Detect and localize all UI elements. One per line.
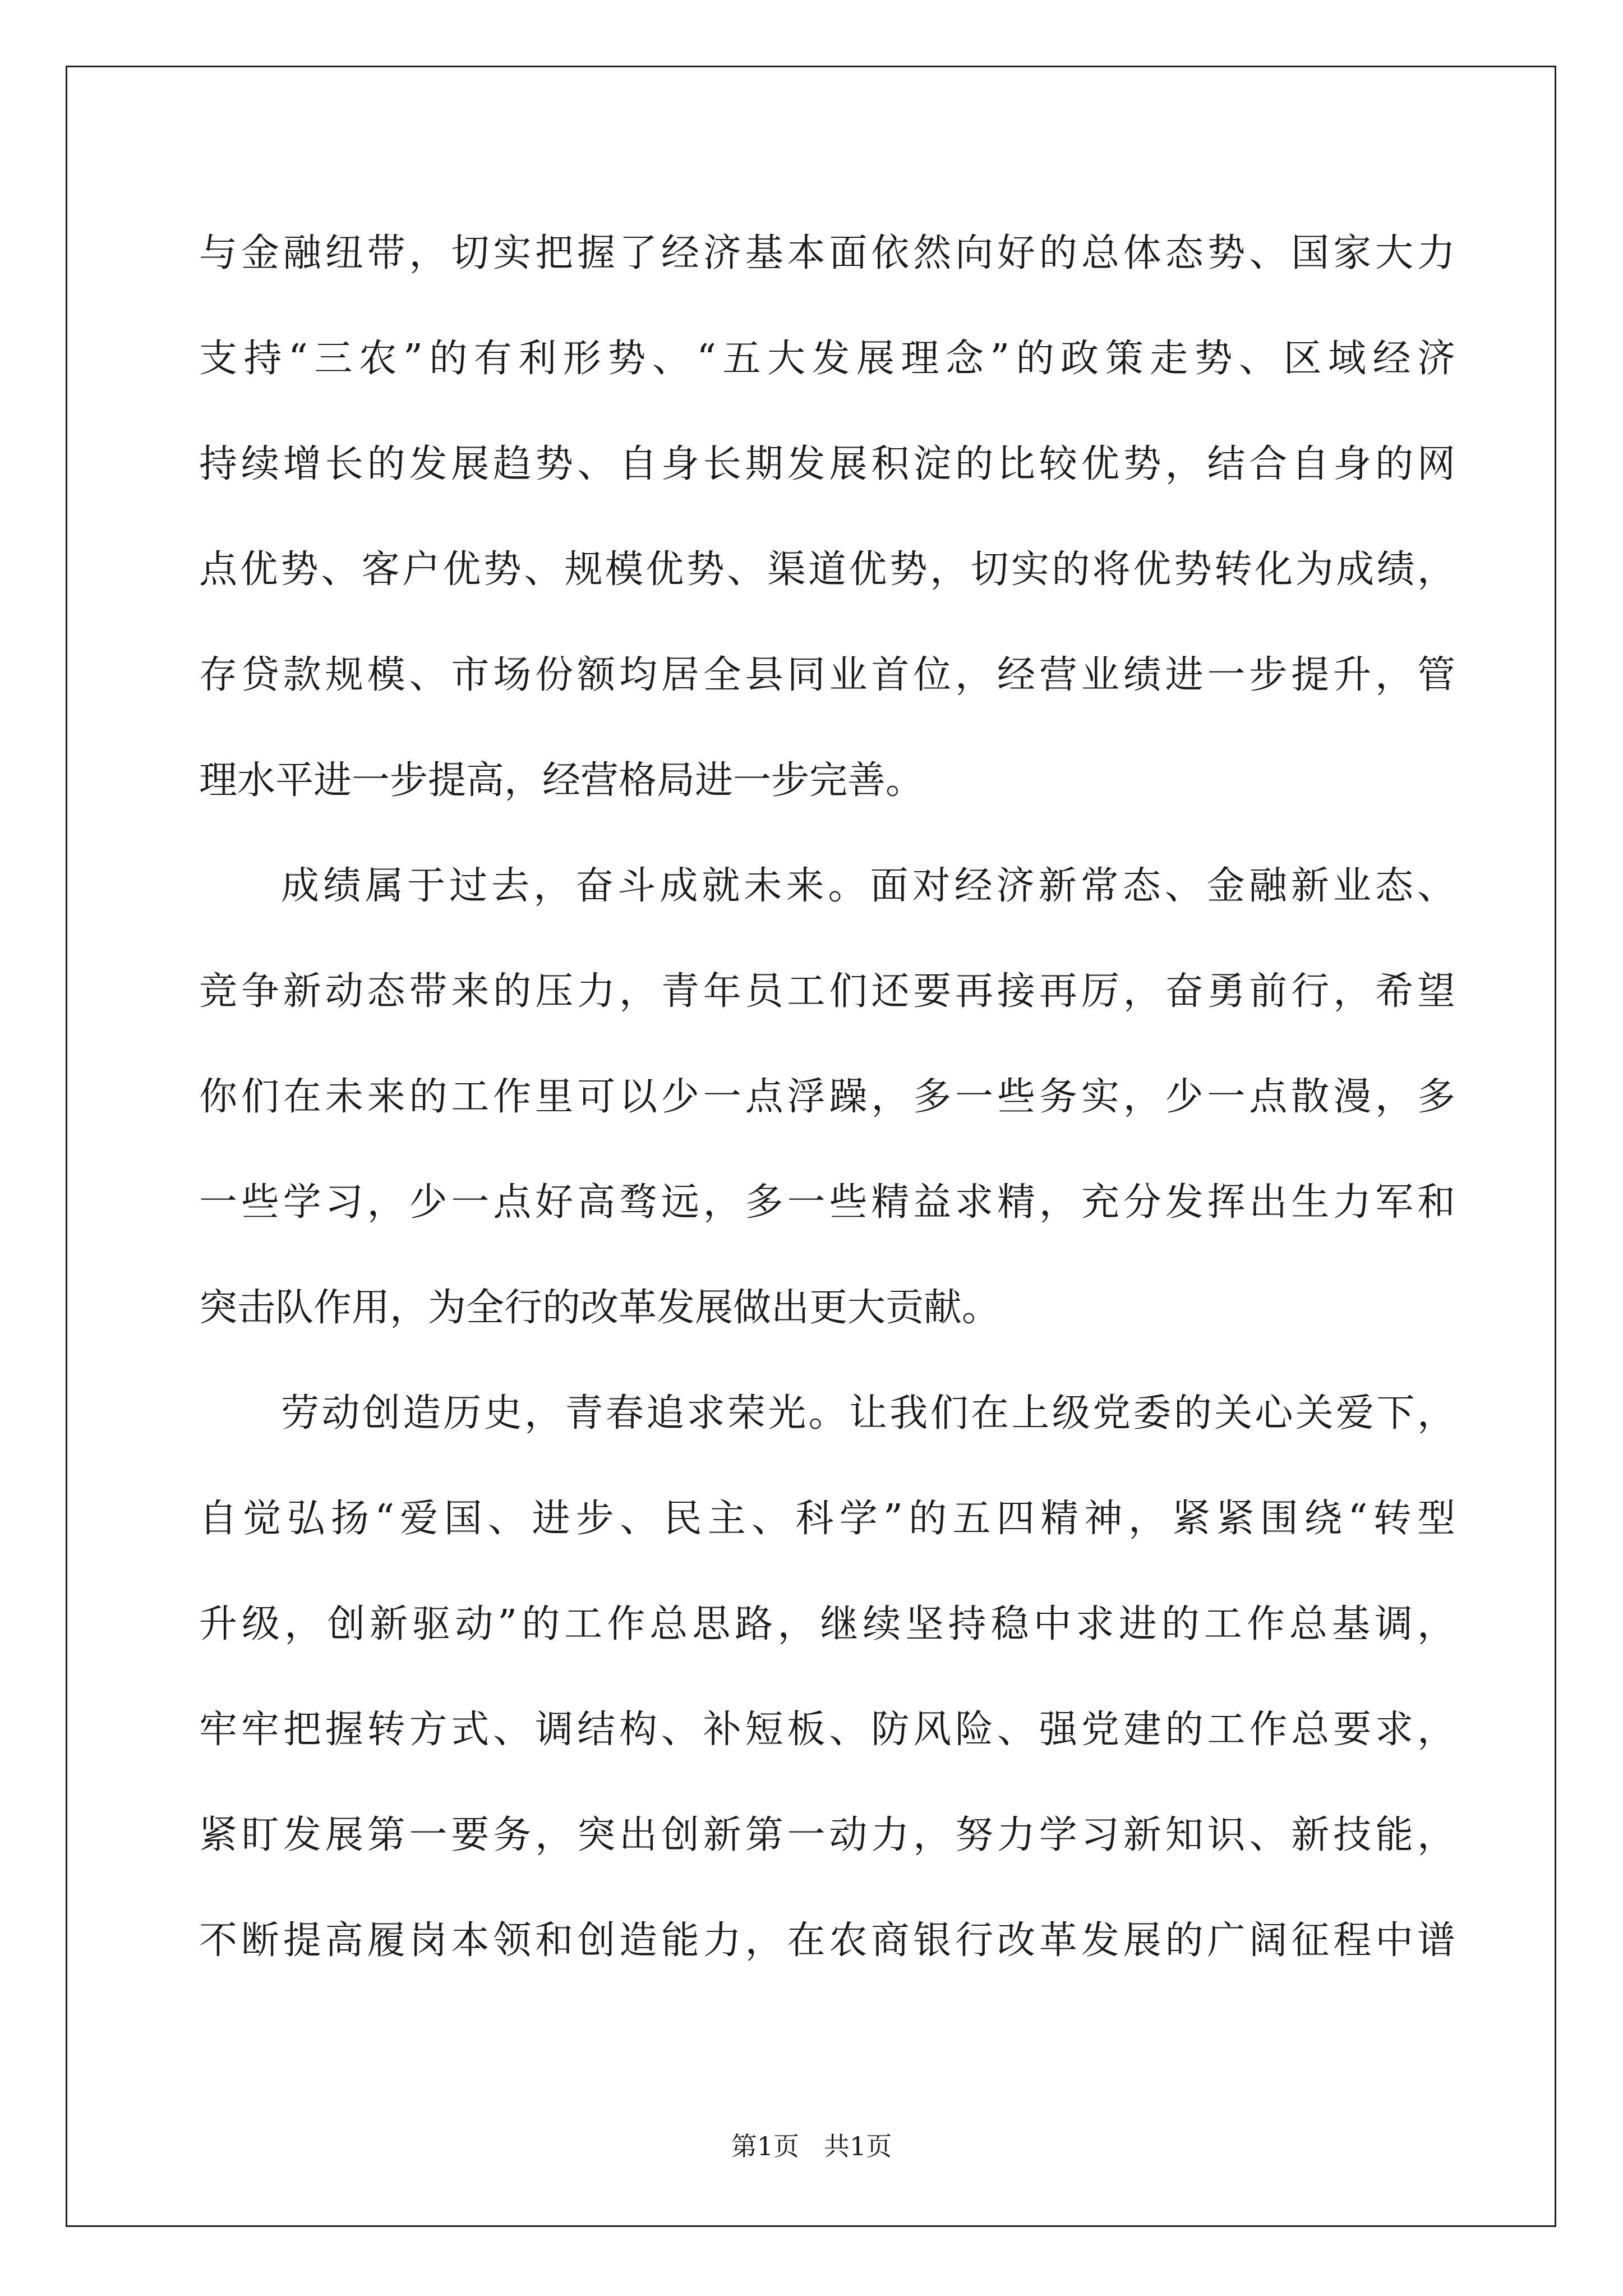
text-line: 理水平进一步提高，经营格局进一步完善。	[199, 758, 924, 803]
page-number-current: 第1页	[731, 2131, 799, 2161]
text-line: 与金融纽带，切实把握了经济基本面依然向好的总体态势、国家大力	[199, 231, 1455, 275]
text-line: 竞争新动态带来的压力，青年员工们还要再接再厉，奋勇前行，希望	[199, 969, 1455, 1014]
text-line: 紧盯发展第一要务，突出创新第一动力，努力学习新知识、新技能，	[199, 1813, 1455, 1857]
page-number-total: 共1页	[824, 2131, 892, 2161]
text-line: 存贷款规模、市场份额均居全县同业首位，经营业绩进一步提升，管	[199, 653, 1455, 697]
text-line: 你们在未来的工作里可以少一点浮躁，多一些务实，少一点散漫，多	[199, 1075, 1455, 1119]
text-line: 持续增长的发展趋势、自身长期发展积淀的比较优势，结合自身的网	[199, 442, 1455, 486]
text-line: 升级，创新驱动”的工作总思路，继续坚持稳中求进的工作总基调，	[199, 1602, 1455, 1646]
text-line: 一些学习，少一点好高骛远，多一些精益求精，充分发挥出生力军和	[199, 1180, 1455, 1225]
text-line: 自觉弘扬“爱国、进步、民主、科学”的五四精神，紧紧围绕“转型	[199, 1497, 1455, 1541]
document-body	[199, 201, 1455, 1994]
text-line: 突击队作用，为全行的改革发展做出更大贡献。	[199, 1286, 1000, 1330]
paragraph-start-line: 成绩属于过去，奋斗成就未来。面对经济新常态、金融新业态、	[281, 864, 1455, 908]
paragraph-start-line: 劳动创造历史，青春追求荣光。让我们在上级党委的关心关爱下，	[281, 1391, 1455, 1435]
text-line: 不断提高履岗本领和创造能力，在农商银行改革发展的广阔征程中谱	[199, 1918, 1455, 1963]
text-line: 牢牢把握转方式、调结构、补短板、防风险、强党建的工作总要求，	[199, 1708, 1455, 1752]
text-line: 支持“三农”的有利形势、“五大发展理念”的政策走势、区域经济	[199, 337, 1455, 381]
text-line: 点优势、客户优势、规模优势、渠道优势，切实的将优势转化为成绩，	[199, 547, 1455, 592]
page-footer	[0, 2126, 1623, 2163]
